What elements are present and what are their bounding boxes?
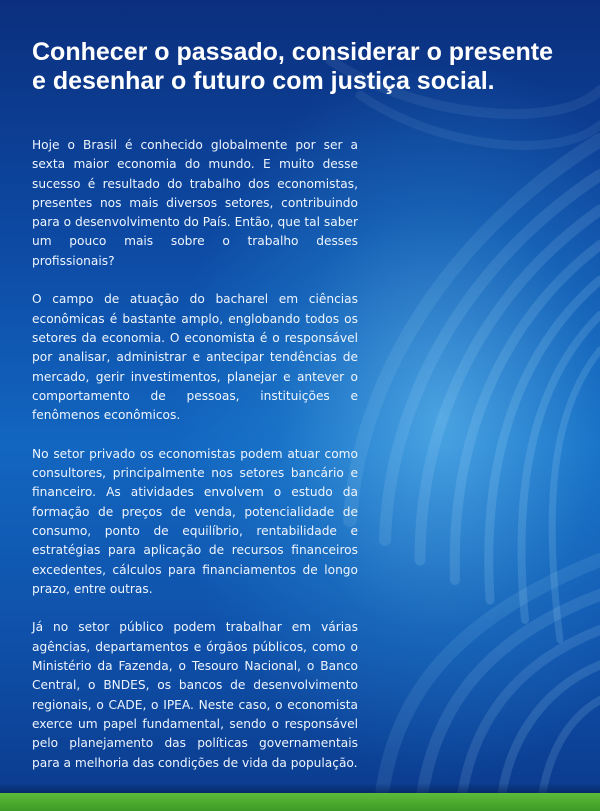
title-line-1: Conhecer o passado, considerar o presente [32,38,553,66]
page-title [32,38,572,96]
paragraph: Hoje o Brasil é conhecido globalmente por ser a sexta maior economia do mundo. E muito desse sucesso é resultado do trabalho dos economistas, presentes nos mais diversos setores, contribuindo para o desenvolvimento do País. Então, que tal saber um pouco mais sobre o trabalho desses profissionais? [32,138,358,268]
bottom-green-bar [0,793,600,811]
title-line-2: e desenhar o futuro com justiça social. [32,67,495,95]
bottom-shadow [0,783,600,793]
paragraph: No setor privado os economistas podem atuar como consultores, principalmente nos setores bancário e financeiro. As atividades envolvem o estudo da formação de preços de venda, potencialidade de consumo, ponto de equilíbrio, rentabilidade e estratégias para aplicação de recursos financeiros excedentes, cálculos para financiamentos de longo prazo, entre outras. [32,446,358,596]
paragraph: O campo de atuação do bacharel em ciências econômicas é bastante amplo, englobando todos os setores da economia. O economista é o responsável por analisar, administrar e antecipar tendências de mercado, gerir investimentos, planejar e antever o comportamento de pessoas, instituições e fenômenos econômicos. [32,292,358,423]
paragraph: Já no setor público podem trabalhar em várias agências, departamentos e órgãos públicos, como o Ministério da Fazenda, o Tesouro Nacional, o Banco Central, o BNDES, os bancos de desenvolvimento regionais, o CADE, o IPEA. Neste caso, o economista exerce um papel fundamental, sendo o responsável pelo planejamento das políticas governamentais para a melhoria das condições de vida da população. [32,620,358,770]
body-text [32,136,358,792]
